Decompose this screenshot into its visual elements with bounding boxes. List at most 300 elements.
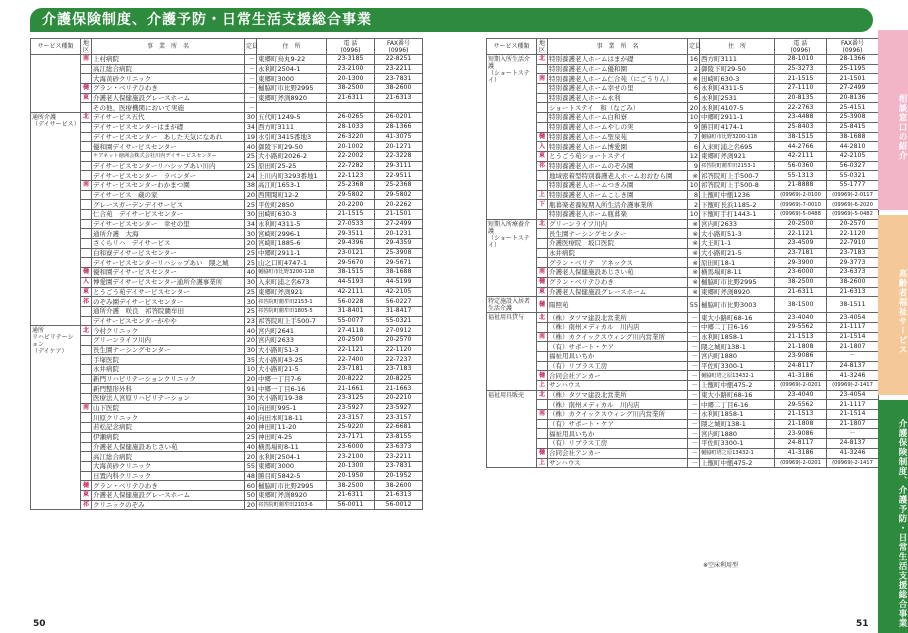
facility-name: 介護老人保健施設グレースホーム (92, 490, 245, 500)
phone-cell: 23-4040 (775, 313, 827, 323)
table-row (31, 229, 423, 239)
facility-name: 博愛園デイサービスセンター通所介護事業所 (92, 277, 245, 287)
table-row (31, 345, 423, 355)
phone-cell: 20-2500 (327, 335, 375, 345)
fax-cell: 23-4054 (827, 313, 879, 323)
facility-name: クリニックのぞみ (92, 500, 245, 510)
region-cell: 南 (81, 55, 92, 65)
phone-cell: 22-2002 (327, 151, 375, 161)
address-cell: 神田町11-20 (257, 423, 327, 433)
fax-cell: 20-8225 (375, 374, 423, 384)
service-category: 短期入所生活介護 （ショートステイ） (487, 55, 537, 220)
fax-cell: 23-7831 (375, 74, 423, 84)
address-cell: 上甑町中甑475-2 (700, 381, 775, 391)
address-cell: 中郷町2911-1 (700, 113, 775, 123)
region-cell (81, 248, 92, 258)
capacity-cell: 10 (245, 403, 257, 413)
facility-name: （株）カクイックスウィング川内営業所 (548, 332, 688, 342)
table-row (31, 365, 423, 375)
facility-name: （株）タツマ建設北営業所 (548, 390, 688, 400)
table-row (31, 132, 423, 142)
capacity-cell: 30 (245, 394, 257, 404)
table-row (31, 248, 423, 258)
facility-name: 合同会社アンカー (548, 448, 688, 458)
region-cell: 樋 (537, 132, 548, 142)
region-cell: 東 (537, 287, 548, 297)
phone-cell: 56-0228 (327, 297, 375, 307)
service-category: 福祉用具販売 (487, 390, 537, 468)
address-cell: 中郷二丁目6-16 (700, 400, 775, 410)
region-cell (81, 461, 92, 471)
address-cell: 樋脇町市比野2995 (257, 481, 327, 491)
phone-cell: 21-6311 (327, 93, 375, 103)
address-cell: 宮崎町1885-6 (257, 239, 327, 249)
region-cell: 祁 (537, 161, 548, 171)
region-cell: 入 (81, 277, 92, 287)
address-cell: 永利町4311-5 (257, 219, 327, 229)
table-row (487, 381, 879, 391)
header-fax: FAX番号 (0996) (375, 39, 423, 55)
service-category: 福祉用具貸与 (487, 313, 537, 391)
address-cell: 永利町2504-1 (257, 452, 327, 462)
facility-name: 日置内科クリニック (92, 471, 245, 481)
fax-cell: － (827, 429, 879, 439)
phone-cell: 23-6000 (327, 442, 375, 452)
table-row (31, 316, 423, 326)
fax-cell: 42-2105 (375, 287, 423, 297)
region-cell: 南 (537, 74, 548, 84)
header-capacity: 定員 (688, 39, 700, 55)
facility-name: （株）南州メディカル 川内店 (548, 400, 688, 410)
fax-cell: 27-2499 (827, 84, 879, 94)
table-row (31, 190, 423, 200)
phone-cell: 22-1121 (327, 345, 375, 355)
phone-cell: 29-4396 (327, 239, 375, 249)
address-cell: 平佐町3300-1 (700, 361, 775, 371)
fax-cell: 25-8415 (827, 122, 879, 132)
facility-name: 特別養護老人ホーム幸せの里 (548, 84, 688, 94)
table-row (31, 55, 423, 65)
table-row (487, 210, 879, 220)
phone-cell: 20-8135 (775, 93, 827, 103)
facility-name: 特別養護老人ホーム永利 (548, 93, 688, 103)
address-cell: 祁答院町藺牟田1805-5 (257, 306, 327, 316)
facility-name: 合同会社アンカー (548, 371, 688, 381)
address-cell: 平佐町2850 (257, 200, 327, 210)
address-cell: 高江町1653-1 (257, 180, 327, 190)
phone-cell: 22-1121 (775, 229, 827, 239)
region-cell (81, 142, 92, 152)
address-cell: 永利町4311-5 (700, 84, 775, 94)
table-row (487, 74, 879, 84)
phone-cell: 23-2100 (327, 452, 375, 462)
fax-cell: 44-5199 (375, 277, 423, 287)
facility-name: ケアネット徳洲会株式会社川内デイサービスセンター (92, 151, 245, 161)
capacity-cell: ※ (688, 171, 700, 181)
facility-name: デイサービス 蔵の家 (92, 190, 245, 200)
fax-cell: 23-5927 (375, 403, 423, 413)
facility-name: デイサービス五代 (92, 113, 245, 123)
address-cell: 大小路町43-25 (257, 355, 327, 365)
facility-name: 介護老人保健施設グレースホーム (548, 287, 688, 297)
phone-cell: 23-7181 (775, 248, 827, 258)
region-cell (81, 132, 92, 142)
phone-cell: 25-2368 (327, 180, 375, 190)
address-cell: 下甑町長浜1185-2 (700, 200, 775, 210)
fax-cell: 23-4054 (827, 390, 879, 400)
address-cell: 祁答院町上手500-8 (700, 180, 775, 190)
facility-name: 仁合苑 デイサービスセンター (92, 210, 245, 220)
fax-cell: 20-2570 (375, 335, 423, 345)
table-row (31, 452, 423, 462)
address-cell: 東大小路町68-16 (700, 390, 775, 400)
region-cell: 樋 (537, 297, 548, 313)
region-cell (537, 322, 548, 332)
phone-cell: 29-5562 (775, 322, 827, 332)
facility-name: 特別養護老人ホームつきみ園 (548, 180, 688, 190)
capacity-cell: 60 (245, 481, 257, 491)
table-row (31, 180, 423, 190)
region-cell (81, 345, 92, 355)
side-tab-care-insurance[interactable]: 介護保険制度、介護予防・日常生活支援総合事業 (878, 400, 908, 633)
facility-name: （株）カクイックスウィング川内営業所 (548, 410, 688, 420)
phone-cell: 38-2500 (327, 481, 375, 491)
region-cell: 下 (537, 200, 548, 210)
capacity-cell: ※ (688, 258, 700, 268)
address-cell: 横馬場町8-11 (700, 268, 775, 278)
facility-table-right (486, 38, 879, 468)
facility-name: 川原クリニック (92, 413, 245, 423)
phone-cell: 21-8888 (775, 180, 827, 190)
table-row (487, 322, 879, 332)
facility-name: （有）リブラス工房 (548, 361, 688, 371)
phone-cell: (09969)-2-0201 (775, 458, 827, 468)
capacity-cell: 40 (245, 442, 257, 452)
phone-cell: 29-5802 (327, 190, 375, 200)
table-row (487, 439, 879, 449)
address-cell: 田崎町630-3 (700, 74, 775, 84)
capacity-cell: 16 (688, 55, 700, 65)
phone-cell: 38-1515 (775, 132, 827, 142)
phone-cell: 23-9086 (775, 351, 827, 361)
fax-cell: 23-2211 (375, 64, 423, 74)
fax-cell: 21-1514 (827, 410, 879, 420)
address-cell: 大小路町19-38 (257, 394, 327, 404)
table-row (31, 490, 423, 500)
facility-name: 大海黄砂クリニック (92, 461, 245, 471)
table-row (31, 142, 423, 152)
address-cell: 向田町995-1 (257, 403, 327, 413)
table-row (487, 429, 879, 439)
address-cell: 西方町3111 (257, 122, 327, 132)
phone-cell: 20-8222 (327, 374, 375, 384)
phone-cell: 23-2100 (327, 64, 375, 74)
table-row (31, 461, 423, 471)
service-category: 短期入所療養介護 （ショートステイ） (487, 219, 537, 297)
fax-cell: 23-3157 (375, 413, 423, 423)
phone-cell: 56-0011 (327, 500, 375, 510)
table-row (31, 326, 423, 336)
address-cell: 中郷一丁目7-6 (257, 374, 327, 384)
side-tab-elderly-welfare[interactable]: 高齢者福祉サービス (878, 215, 908, 395)
capacity-cell: 25 (245, 151, 257, 161)
address-cell: 永利町2504-1 (257, 64, 327, 74)
facility-name: （株）タツマ建設北営業所 (548, 313, 688, 323)
header-fax: FAX番号 (0996) (827, 39, 879, 55)
header-address: 住 所 (257, 39, 327, 55)
fax-cell: 22-7910 (827, 239, 879, 249)
table-row (487, 180, 879, 190)
address-cell: 東郷町3000 (257, 74, 327, 84)
fax-cell: 22-9511 (375, 171, 423, 181)
phone-cell: 21-1515 (327, 210, 375, 220)
phone-cell: (09969)-7-0010 (775, 200, 827, 210)
facility-name: 白和寮デイサービスセンター (92, 248, 245, 258)
capacity-cell: － (688, 371, 700, 381)
fax-cell: 27-2499 (375, 219, 423, 229)
region-cell (537, 64, 548, 74)
fax-cell: 29-3773 (827, 258, 879, 268)
region-cell (81, 258, 92, 268)
fax-cell: 23-7183 (375, 365, 423, 375)
phone-cell: 20-1300 (327, 74, 375, 84)
facility-name: 特別養護老人ホームこしき園 (548, 190, 688, 200)
fax-cell: 20-2262 (375, 200, 423, 210)
facility-name: デイサービスセンターがやや (92, 316, 245, 326)
region-cell (81, 384, 92, 394)
phone-cell: 23-6000 (775, 268, 827, 278)
table-row (487, 132, 879, 142)
table-row (487, 171, 879, 181)
region-cell (537, 84, 548, 94)
address-cell: 御陵下町29-50 (257, 142, 327, 152)
fax-cell: 24-8137 (827, 439, 879, 449)
address-cell: 大小路町21-5 (257, 365, 327, 375)
facility-name: グラン・ベリテひわき (548, 277, 688, 287)
facility-name: 永井病院 (548, 248, 688, 258)
capacity-cell: ※ (688, 74, 700, 84)
phone-cell: 25-9220 (327, 423, 375, 433)
capacity-cell: 25 (245, 200, 257, 210)
capacity-cell: 30 (245, 345, 257, 355)
fax-cell: (09969)-5-0482 (827, 210, 879, 220)
table-row (487, 122, 879, 132)
facility-table-left (30, 38, 423, 510)
region-cell (81, 442, 92, 452)
phone-cell: (09969)-5-0488 (775, 210, 827, 220)
capacity-cell: 50 (245, 490, 257, 500)
address-cell: 東郷町斧渕921 (700, 151, 775, 161)
table-row (31, 122, 423, 132)
header-region: 地区 (537, 39, 548, 55)
region-cell (81, 200, 92, 210)
region-cell (81, 316, 92, 326)
region-cell (537, 439, 548, 449)
facility-name: さくらリハ デイサービス (92, 239, 245, 249)
service-category: 通所 リハビリテーション （デイケア） (31, 326, 81, 510)
phone-cell: 26-3220 (327, 132, 375, 142)
region-cell: 上 (537, 190, 548, 200)
region-cell (81, 219, 92, 229)
region-cell (81, 452, 92, 462)
region-cell (537, 113, 548, 123)
table-row (487, 151, 879, 161)
phone-cell: 27-0533 (327, 219, 375, 229)
address-cell: 祁答院町藺牟田2153-1 (700, 161, 775, 171)
facility-name: 特別養護老人ホーム聖泉苑 (548, 132, 688, 142)
phone-cell: 23-3125 (327, 394, 375, 404)
capacity-cell: － (245, 93, 257, 103)
facility-name: デイサービスセンターリハシップあい川内 (92, 161, 245, 171)
region-cell: 入 (537, 142, 548, 152)
table-row (487, 219, 879, 229)
region-cell: 北 (537, 390, 548, 400)
service-category: 通所介護 （デイサービス） (31, 113, 81, 326)
table-header-row (31, 39, 423, 55)
region-cell: 東 (537, 151, 548, 161)
facility-name: 山下医院 (92, 403, 245, 413)
address-cell: 永利町1858-1 (700, 410, 775, 420)
address-cell: 中郷二丁目6-16 (700, 322, 775, 332)
page-title-banner: 介護保険制度、介護予防・日常生活支援総合事業 (30, 8, 873, 32)
header-region: 地区 (81, 39, 92, 55)
phone-cell: 31-8401 (327, 306, 375, 316)
table-row (31, 200, 423, 210)
address-cell: 田崎町630-3 (257, 210, 327, 220)
table-header-row (487, 39, 879, 55)
facility-name: とうごう苑ショートステイ (548, 151, 688, 161)
capacity-cell: ※ (688, 219, 700, 229)
capacity-cell: 20 (245, 239, 257, 249)
header-tel: 電 話 (0996) (327, 39, 375, 55)
fax-cell: (09969)-2-0117 (827, 190, 879, 200)
table-row (487, 458, 879, 468)
capacity-cell: － (245, 55, 257, 65)
table-row (487, 200, 879, 210)
phone-cell: 55-1313 (775, 171, 827, 181)
region-cell: 南 (81, 180, 92, 190)
capacity-cell: － (688, 322, 700, 332)
capacity-cell: 30 (245, 113, 257, 123)
fax-cell: 21-1663 (375, 384, 423, 394)
facility-name: グリーンライフ川内 (548, 219, 688, 229)
address-cell: 樋脇町市比野3003 (700, 297, 775, 313)
facility-name: サンハウス (548, 381, 688, 391)
fax-cell: 21-1501 (375, 210, 423, 220)
table-row (487, 419, 879, 429)
phone-cell: 42-2111 (775, 151, 827, 161)
address-cell: 宮崎町2996-1 (257, 229, 327, 239)
table-row (31, 287, 423, 297)
phone-cell: 21-1808 (775, 342, 827, 352)
address-cell: 神田町4-25 (257, 432, 327, 442)
phone-cell: 38-2500 (775, 277, 827, 287)
facility-name: （株）南州メディカル 川内店 (548, 322, 688, 332)
table-row (31, 432, 423, 442)
capacity-cell: － (688, 410, 700, 420)
address-cell: 宮内町1880 (700, 351, 775, 361)
table-row (487, 55, 879, 65)
fax-cell: 25-4151 (827, 103, 879, 113)
service-category: 特定施設入居者生活介護 (487, 297, 537, 313)
table-row (31, 64, 423, 74)
region-cell: 北 (81, 326, 92, 336)
capacity-cell: 10 (245, 365, 257, 375)
facility-name: 長生園ナーシングセンター (92, 345, 245, 355)
address-cell: 祁答院町上手500-7 (700, 171, 775, 181)
region-cell (537, 229, 548, 239)
region-cell (81, 423, 92, 433)
side-tab-consultation[interactable]: 相談窓口の紹介 (878, 30, 908, 210)
facility-name: とうごう苑デイサービスセンター (92, 287, 245, 297)
address-cell: 祁答院町上手500-7 (257, 316, 327, 326)
fax-cell: 24-8137 (827, 361, 879, 371)
address-cell: 原田町25-25 (257, 161, 327, 171)
phone-cell (327, 103, 375, 113)
region-cell (81, 394, 92, 404)
capacity-cell: 48 (245, 471, 257, 481)
facility-name: ショートステイ 和（なごみ） (548, 103, 688, 113)
region-cell (81, 365, 92, 375)
address-cell: 上甑町中甑1236 (700, 190, 775, 200)
address-cell: 平佐町3300-1 (700, 439, 775, 449)
table-row (487, 84, 879, 94)
region-cell (81, 413, 92, 423)
capacity-cell: 2 (688, 64, 700, 74)
table-row (31, 113, 423, 123)
table-row (487, 64, 879, 74)
facility-name: のぞみ園デイサービスセンター (92, 297, 245, 307)
facility-name: 伊瀬病院 (92, 432, 245, 442)
address-cell: 樋脇町市比野2995 (700, 277, 775, 287)
capacity-cell: 30 (245, 210, 257, 220)
phone-cell: 24-8117 (775, 439, 827, 449)
capacity-cell: － (245, 84, 257, 94)
region-cell: 祁 (81, 297, 92, 307)
table-row (31, 277, 423, 287)
footnote: ※空床利用型 (703, 562, 739, 569)
fax-cell: 22-8251 (375, 55, 423, 65)
table-row (487, 297, 879, 313)
region-cell: 北 (537, 313, 548, 323)
fax-cell: 56-0327 (827, 161, 879, 171)
facility-name: 福祉用具いちか (548, 351, 688, 361)
address-cell: 樋脇町市比野3200-118 (257, 268, 327, 278)
phone-cell: 20-2500 (775, 219, 827, 229)
fax-cell: (09969)-2-1417 (827, 458, 879, 468)
region-cell: 南 (537, 332, 548, 342)
capacity-cell: 8 (688, 190, 700, 200)
fax-cell: 20-1231 (375, 229, 423, 239)
fax-cell: 31-8417 (375, 306, 423, 316)
capacity-cell: 91 (245, 384, 257, 394)
table-row (31, 74, 423, 84)
address-cell: 大小路町51-3 (257, 345, 327, 355)
capacity-cell: 55 (245, 461, 257, 471)
fax-cell: 38-1688 (375, 268, 423, 278)
capacity-cell: － (688, 361, 700, 371)
region-cell (81, 335, 92, 345)
capacity-cell: ※ (688, 239, 700, 249)
fax-cell: (09969)-6-2020 (827, 200, 879, 210)
table-row (487, 277, 879, 287)
facility-name: 特別養護老人ホームやしの実 (548, 122, 688, 132)
phone-cell: 21-1808 (775, 419, 827, 429)
phone-cell: 23-9086 (775, 429, 827, 439)
capacity-cell: 25 (245, 432, 257, 442)
address-cell: 東郷町斧渕921 (257, 287, 327, 297)
fax-cell: 29-3111 (375, 161, 423, 171)
